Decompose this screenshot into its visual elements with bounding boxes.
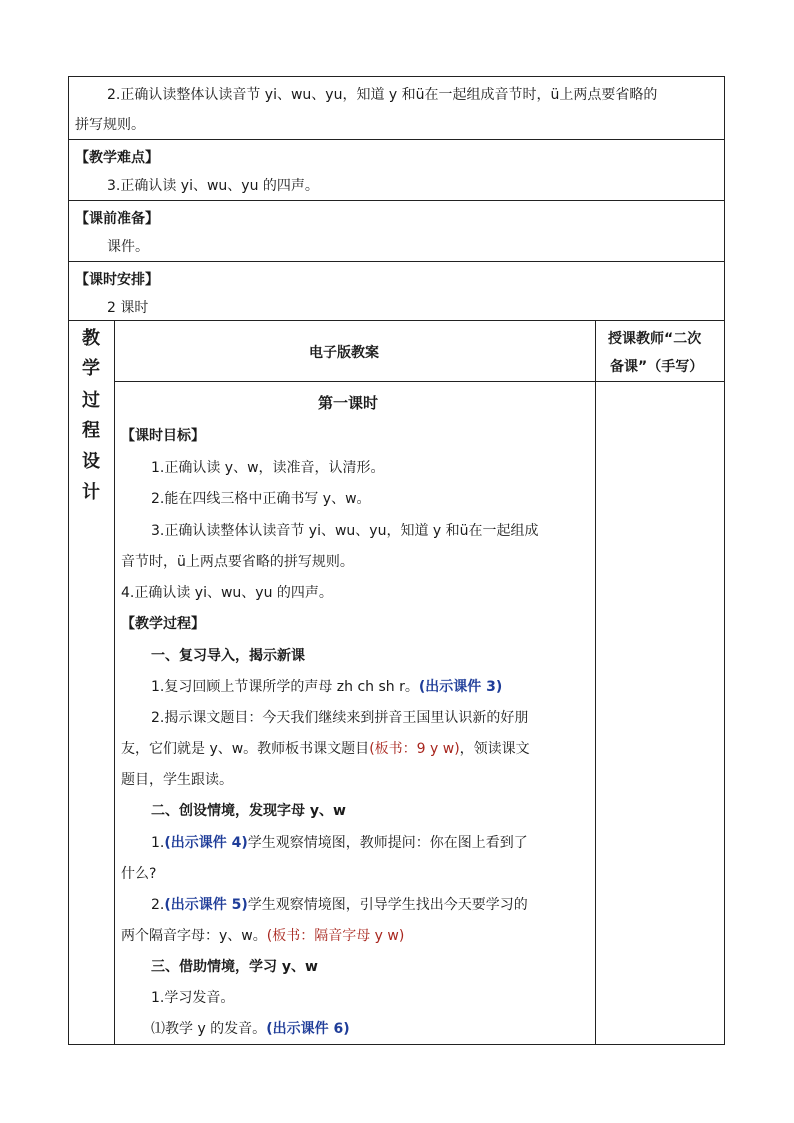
step-text: 两个隔音字母：y、w。 [121, 928, 267, 944]
goal2-line2: 拼写规则。 [75, 117, 145, 133]
step-text: 学生观察情境图，引导学生找出今天要学习的 [247, 897, 528, 913]
lesson-plan-table [68, 76, 725, 1045]
board-writing: (板书：隔音字母 y w) [266, 928, 405, 944]
section-1-step-1 [151, 679, 502, 695]
prep-row [69, 201, 724, 262]
difficulty-text: 3.正确认读 yi、wu、yu 的四声。 [107, 178, 319, 194]
courseware-ref: (出示课件 6) [266, 1021, 350, 1037]
step-text: ，领读课文 [459, 741, 530, 757]
section-1-step-2-line2 [121, 741, 530, 757]
section-2-step-2-line1 [151, 897, 528, 913]
section-2-step-1-line1 [151, 835, 528, 851]
side-label-char: 过 [82, 390, 100, 411]
section-2-title: 二、创设情境，发现字母 y、w [151, 803, 346, 819]
goal2-line1: 2.正确认读整体认读音节 yi、wu、yu，知道 y 和ü在一起组成音节时，ü上两点要省略的 [107, 87, 658, 103]
schedule-text: 2 课时 [107, 300, 149, 316]
courseware-ref: (出示课件 4) [164, 835, 248, 851]
step-text: 友，它们就是 y、w。教师板书课文题目 [121, 741, 370, 757]
goal-row [69, 77, 724, 140]
section-3-step-1: 1.学习发音。 [151, 990, 235, 1006]
courseware-ref: (出示课件 3) [418, 679, 503, 695]
objective-1: 1.正确认读 y、w，读准音，认清形。 [151, 460, 385, 476]
main-divider [595, 321, 596, 1044]
section-1-step-2-line3: 题目，学生跟读。 [121, 772, 233, 788]
objective-4: 4.正确认读 yi、wu、yu 的四声。 [121, 585, 333, 601]
side-label-char: 设 [82, 451, 100, 472]
section-2-step-2-line2 [121, 928, 404, 944]
side-label-char: 教 [82, 328, 100, 349]
objective-2: 2.能在四线三格中正确书写 y、w。 [151, 491, 371, 507]
schedule-row [69, 262, 724, 321]
section-3-step-1a [151, 1021, 350, 1037]
side-column-header-line1: 授课教师“二次 [608, 331, 702, 347]
objective-3-line2: 音节时，ü上两点要省略的拼写规则。 [121, 554, 354, 570]
side-divider [114, 321, 115, 1044]
side-label-char: 学 [82, 358, 100, 379]
side-label-char: 计 [82, 482, 100, 503]
objective-3-line1: 3.正确认读整体认读音节 yi、wu、yu，知道 y 和ü在一起组成 [151, 523, 539, 539]
objectives-header: 【课时目标】 [121, 428, 205, 444]
section-1-step-2-line1: 2.揭示课文题目：今天我们继续来到拼音王国里认识新的好朋 [151, 710, 529, 726]
step-number: 2. [151, 897, 165, 913]
prep-header: 【课前准备】 [75, 211, 159, 227]
schedule-header: 【课时安排】 [75, 272, 159, 288]
process-section [69, 321, 724, 1044]
header-divider [114, 381, 724, 382]
difficulty-header: 【教学难点】 [75, 150, 159, 166]
lesson-title: 第一课时 [318, 394, 379, 412]
step-text: 1.复习回顾上节课所学的声母 zh ch sh r。 [151, 679, 419, 695]
section-1-title: 一、复习导入，揭示新课 [151, 648, 305, 664]
step-number: 1. [151, 835, 165, 851]
main-column-header: 电子版教案 [309, 345, 379, 361]
board-writing: (板书：9 y w) [369, 741, 460, 757]
section-3-title: 三、借助情境，学习 y、w [151, 959, 318, 975]
courseware-ref: (出示课件 5) [164, 897, 248, 913]
procedure-header: 【教学过程】 [121, 616, 205, 632]
section-2-step-1-line2: 什么? [121, 866, 157, 882]
side-column-header-line2: 备课”（手写） [610, 359, 704, 375]
difficulty-row [69, 140, 724, 201]
side-label-char: 程 [82, 420, 100, 441]
step-text: ⑴教学 y 的发音。 [151, 1021, 267, 1037]
step-text: 学生观察情境图，教师提问：你在图上看到了 [247, 835, 528, 851]
prep-text: 课件。 [107, 239, 149, 255]
